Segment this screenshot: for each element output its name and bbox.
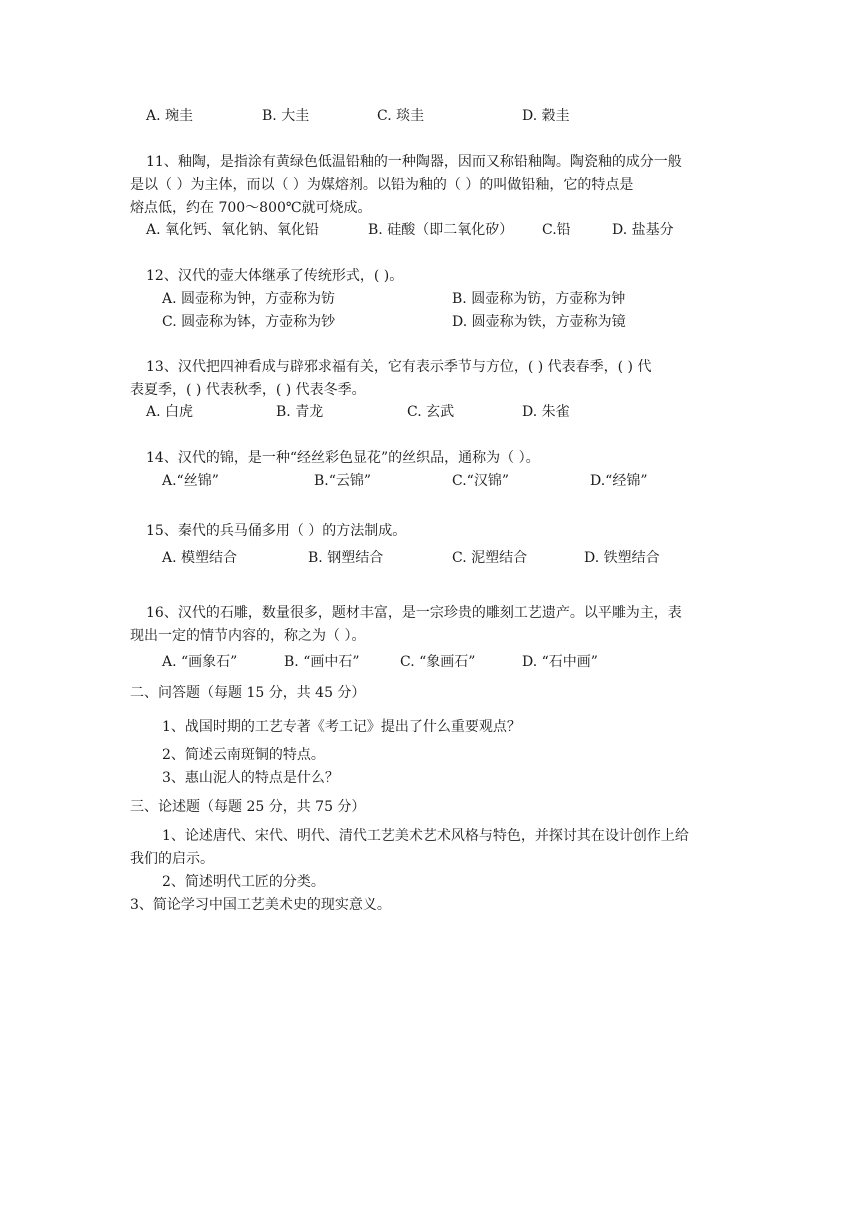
q16-option-b: B. “画中石” (284, 654, 360, 670)
section2-item-3: 3、惠山泥人的特点是什么？ (162, 770, 339, 786)
q10-option-d: D. 穀圭 (522, 108, 570, 124)
q13-option-b: B. 青龙 (276, 404, 324, 420)
q13-option-c: C. 玄武 (407, 404, 455, 420)
section3-item-1-line-1: 1、论述唐代、宋代、明代、清代工艺美术艺术风格与特色，并探讨其在设计创作上给 (162, 828, 689, 844)
q13-text-line-1: 13、汉代把四神看成与辟邪求福有关，它有表示季节与方位，( ) 代表春季，( ) 代 (146, 359, 652, 375)
q11-text-line-2: 是以（ ）为主体，而以（ ）为媒熔剂。以铅为釉的（ ）的叫做铅釉，它的特点是 (130, 177, 634, 193)
section2-item-2: 2、简述云南斑铜的特点。 (162, 747, 325, 763)
q13-option-d: D. 朱雀 (522, 404, 570, 420)
q16-option-c: C. “象画石” (400, 654, 476, 670)
q15-option-b: B. 钢塑结合 (308, 550, 384, 566)
q10-option-b: B. 大圭 (262, 108, 310, 124)
section3-item-3: 3、简论学习中国工艺美术史的现实意义。 (130, 897, 391, 913)
q13-text-line-2: 表夏季，( ) 代表秋季，( ) 代表冬季。 (130, 382, 366, 398)
q11-option-c: C.铅 (542, 222, 571, 238)
q11-text-line-3: 熔点低，约在 700～800℃就可烧成。 (130, 200, 372, 216)
q15-option-a: A. 模塑结合 (162, 550, 238, 566)
q12-option-a: A. 圆壶称为钟，方壶称为钫 (162, 291, 336, 307)
q14-option-b: B.“云锦” (314, 473, 372, 489)
q11-option-b: B. 硅酸（即二氧化矽） (368, 222, 514, 238)
q12-option-c: C. 圆壶称为钵，方壶称为钞 (162, 314, 336, 330)
q12-option-b: B. 圆壶称为钫，方壶称为钟 (452, 291, 626, 307)
q15-option-c: C. 泥塑结合 (452, 550, 528, 566)
q12-text-line-1: 12、汉代的壶大体继承了传统形式，( )。 (146, 268, 404, 284)
q14-option-c: C.“汉锦” (452, 473, 509, 489)
q14-text-line-1: 14、汉代的锦，是一种“经丝彩色显花”的丝织品，通称为（ ）。 (146, 450, 540, 466)
section3-heading: 三、论述题（每题 25 分，共 75 分） (130, 799, 366, 815)
section2-item-1: 1、战国时期的工艺专著《考工记》提出了什么重要观点？ (162, 719, 521, 735)
section2-heading: 二、问答题（每题 15 分，共 45 分） (130, 685, 366, 701)
section3-item-2: 2、简述明代工匠的分类。 (162, 874, 325, 890)
q16-text-line-1: 16、汉代的石雕，数量很多，题材丰富，是一宗珍贵的雕刻工艺遗产。以平雕为主，表 (146, 605, 682, 621)
q10-option-c: C. 琰圭 (377, 108, 425, 124)
q12-option-d: D. 圆壶称为铁，方壶称为镜 (452, 314, 626, 330)
q15-text-line-1: 15、秦代的兵马俑多用（ ）的方法制成。 (146, 523, 407, 539)
q15-option-d: D. 铁塑结合 (584, 550, 660, 566)
q16-option-d: D. “石中画” (522, 654, 598, 670)
q11-text-line-1: 11、釉陶，是指涂有黄绿色低温铅釉的一种陶器，因而又称铅釉陶。陶瓷釉的成分一般 (146, 154, 682, 170)
q16-text-line-2: 现出一定的情节内容的，称之为（ ）。 (130, 628, 366, 644)
q16-option-a: A. “画象石” (162, 654, 238, 670)
q13-option-a: A. 白虎 (146, 404, 194, 420)
q10-option-a: A. 琬圭 (146, 108, 194, 124)
q11-option-d: D. 盐基分 (612, 222, 674, 238)
q14-option-d: D.“经锦” (590, 473, 648, 489)
section3-item-1-line-2: 我们的启示。 (130, 851, 214, 867)
q11-option-a: A. 氧化钙、氧化钠、氧化铅 (146, 222, 320, 238)
q14-option-a: A.“丝锦” (162, 473, 219, 489)
